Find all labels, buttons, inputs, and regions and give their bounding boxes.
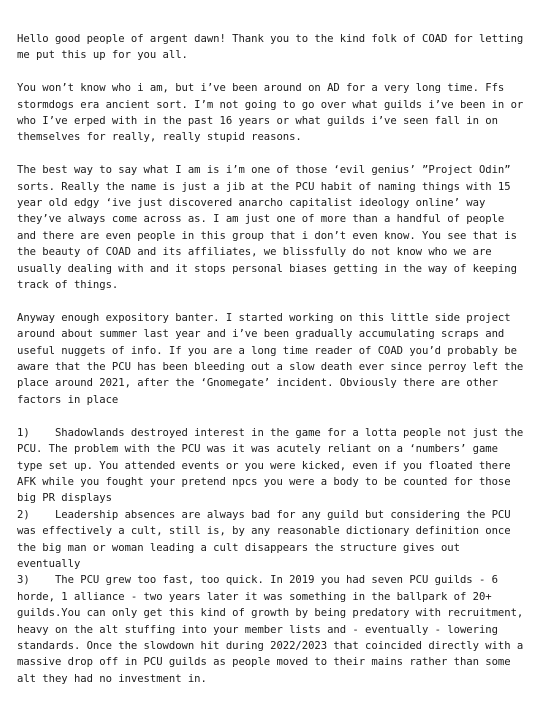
document-body	[17, 31, 529, 687]
paragraph-introduction: You won’t know who i am, but i’ve been around on AD for a very long time. Ffs stormdogs era ancient sort. I’m not going to go over what guilds i’ve been in or who I’ve erped with in the past 16 years or what guilds i’ve seen fall in on themselves for really, really stupid reasons.	[17, 82, 530, 144]
list-item: 3) The PCU grew too fast, too quick. In 2019 you had seven PCU guilds - 6 horde, 1 alliance - two years later it was something in the ballpark of 20+ guilds.You can only get this kind of growth by being predatory with recruitment, heavy on the alt stuffing into your member lists and - eventually - lowering standards. Once the slowdown hit during 2022/2023 that coincided directly with a massive drop off in PCU guilds as people moved to their mains rather than some alt they had no investment in.	[17, 574, 530, 685]
list-item: 1) Shadowlands destroyed interest in the game for a lotta people not just the PCU. The problem with the PCU was it was acutely reliant on a ‘numbers’ game type set up. You attended events or you were kicked, even if you floated there AFK while you fought your pretend npcs you were a body to be counted for those big PR displays	[17, 426, 530, 505]
paragraph-greeting: Hello good people of argent dawn! Thank you to the kind folk of COAD for letting me put this up for you all.	[17, 33, 530, 62]
factors-list	[17, 425, 529, 688]
list-item: 2) Leadership absences are always bad for any guild but considering the PCU was effectively a cult, still is, by any reasonable dictionary definition once the big man or woman leading a cult disappears the structure gives out eventually	[17, 508, 517, 570]
paragraph-project-odin: The best way to say what I am is i’m one of those ‘evil genius’ ”Project Odin” sorts. Really the name is just a jib at the PCU habit of naming things with 15 year old edgy ‘ive just discovered anarcho capitalist ideology online’ way they’ve always come across as. I am just one of more than a handful of people and there are even people in this group that i don’t even know. You see that is the beauty of COAD and its affiliates, we blissfully do not know who we are usually dealing with and it stops personal biases getting in the way of keeping track of things.	[17, 164, 524, 292]
paragraph-side-project: Anyway enough expository banter. I started working on this little side project around about summer last year and i’ve been gradually accumulating scraps and useful nuggets of info. If you are a long time reader of COAD you’d probably be aware that the PCU has been bleeding out a slow death ever since perroy left the place around 2021, after the ‘Gnomegate’ incident. Obviously there are other factors in place	[17, 311, 530, 406]
